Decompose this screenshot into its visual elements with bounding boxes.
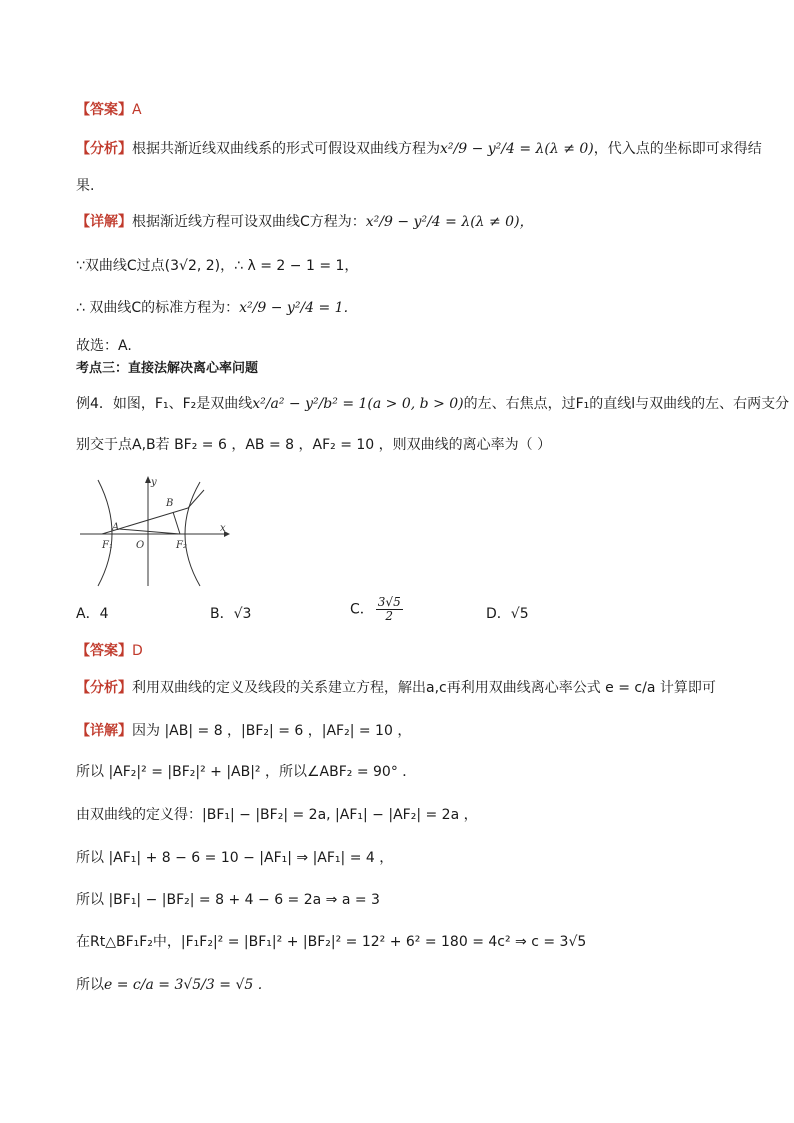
label-f2: F₂ bbox=[176, 540, 187, 551]
option-c-prefix: C． bbox=[350, 601, 374, 618]
answer-tag: 【答案】 bbox=[76, 643, 132, 659]
detail-tag: 【详解】 bbox=[76, 723, 132, 739]
label-x: x bbox=[220, 523, 226, 534]
example-equation: x²/a² − y²/b² = 1(a > 0, b > 0) bbox=[252, 396, 464, 412]
option-c[interactable] bbox=[350, 596, 405, 623]
segment-b-f2 bbox=[173, 512, 180, 534]
detail-line-8: 所以 |BF₁| − |BF₂| = 8 + 4 − 6 = 2a ⇒ a = 3 bbox=[76, 892, 380, 908]
analysis-text: 根据共渐近线双曲线系的形式可假设双曲线方程为 bbox=[132, 141, 440, 157]
option-c-denominator: 2 bbox=[385, 609, 394, 623]
detail-line-7: 所以 |AF₁| + 8 − 6 = 10 − |AF₁| ⇒ |AF₁| = 4 ， bbox=[76, 850, 394, 866]
example-line-1 bbox=[76, 394, 789, 414]
example-line-2: 别交于点A,B若 BF₂ = 6 ，AB = 8 ，AF₂ = 10 ，则双曲线的离心率为（ ） bbox=[76, 437, 552, 453]
example-text-post: 的左、右焦点，过F₁的直线l与双曲线的左、右两支分 bbox=[463, 396, 790, 412]
hyperbola-figure bbox=[78, 472, 238, 590]
line-b-extension bbox=[188, 490, 204, 508]
answer-line-1 bbox=[76, 100, 142, 120]
option-c-fraction bbox=[376, 596, 403, 623]
answer-value: D bbox=[132, 643, 143, 659]
answer-tag: 【答案】 bbox=[76, 102, 132, 118]
detail-line-10-text: 所以 bbox=[76, 977, 104, 993]
detail-line-9: 在Rt△BF₁F₂中，|F₁F₂|² = |BF₁|² + |BF₂|² = 12² + 6² = 180 = 4c² ⇒ c = 3√5 bbox=[76, 934, 587, 950]
detail-line-3-text: ∴ 双曲线C的标准方程为： bbox=[76, 300, 240, 316]
label-a: A bbox=[112, 522, 120, 533]
analysis-text-post: ，代入点的坐标即可求得结 bbox=[593, 141, 762, 157]
analysis-equation: x²/9 − y²/4 = λ(λ ≠ 0) bbox=[440, 141, 594, 157]
analysis-line-1 bbox=[76, 139, 762, 159]
detail-line-3 bbox=[76, 298, 348, 318]
analysis-line-2: 果. bbox=[76, 178, 95, 194]
detail-line-4 bbox=[76, 721, 411, 741]
detail-line-2: ∵双曲线C过点(3√2, 2)，∴ λ = 2 − 1 = 1， bbox=[76, 258, 359, 274]
segment-a-f2 bbox=[119, 529, 180, 534]
detail-tag: 【详解】 bbox=[76, 214, 132, 230]
option-d[interactable]: D．√5 bbox=[486, 606, 529, 622]
label-b: B bbox=[166, 498, 174, 509]
detail-line-10 bbox=[76, 975, 262, 995]
analysis-tag: 【分析】 bbox=[76, 141, 132, 157]
detail-text: 因为 |AB| = 8 ，|BF₂| = 6 ，|AF₂| = 10 ， bbox=[132, 723, 412, 739]
detail-line-6: 由双曲线的定义得：|BF₁| − |BF₂| = 2a, |AF₁| − |AF₂| = 2a ， bbox=[76, 807, 478, 823]
option-a[interactable]: A．4 bbox=[76, 606, 109, 622]
label-y: y bbox=[151, 477, 157, 488]
option-c-numerator: 3√5 bbox=[377, 595, 401, 609]
detail-text: 根据渐近线方程可设双曲线C方程为： bbox=[132, 214, 366, 230]
example-text: 例4．如图，F₁、F₂是双曲线 bbox=[76, 396, 253, 412]
detail-line-5: 所以 |AF₂|² = |BF₂|² + |AB|² ，所以∠ABF₂ = 90° ． bbox=[76, 764, 417, 780]
analysis-line-3 bbox=[76, 678, 716, 698]
detail-line-3-equation: x²/9 − y²/4 = 1. bbox=[239, 300, 349, 316]
detail-line-1 bbox=[76, 212, 534, 232]
option-b[interactable]: B．√3 bbox=[210, 606, 252, 622]
analysis-tag: 【分析】 bbox=[76, 680, 132, 696]
choose-line: 故选：A. bbox=[76, 338, 132, 354]
answer-line-2 bbox=[76, 641, 143, 661]
detail-line-10-equation: e = c/a = 3√5/3 = √5 . bbox=[104, 977, 263, 993]
answer-value: A bbox=[132, 102, 142, 118]
detail-equation: x²/9 − y²/4 = λ(λ ≠ 0)， bbox=[365, 214, 534, 230]
label-f1: F₁ bbox=[102, 540, 113, 551]
label-o: O bbox=[136, 540, 145, 551]
kaodian-heading: 考点三：直接法解决离心率问题 bbox=[76, 361, 259, 376]
analysis-text: 利用双曲线的定义及线段的关系建立方程，解出a,c再利用双曲线离心率公式 e = c/a 计算即可 bbox=[132, 680, 716, 696]
